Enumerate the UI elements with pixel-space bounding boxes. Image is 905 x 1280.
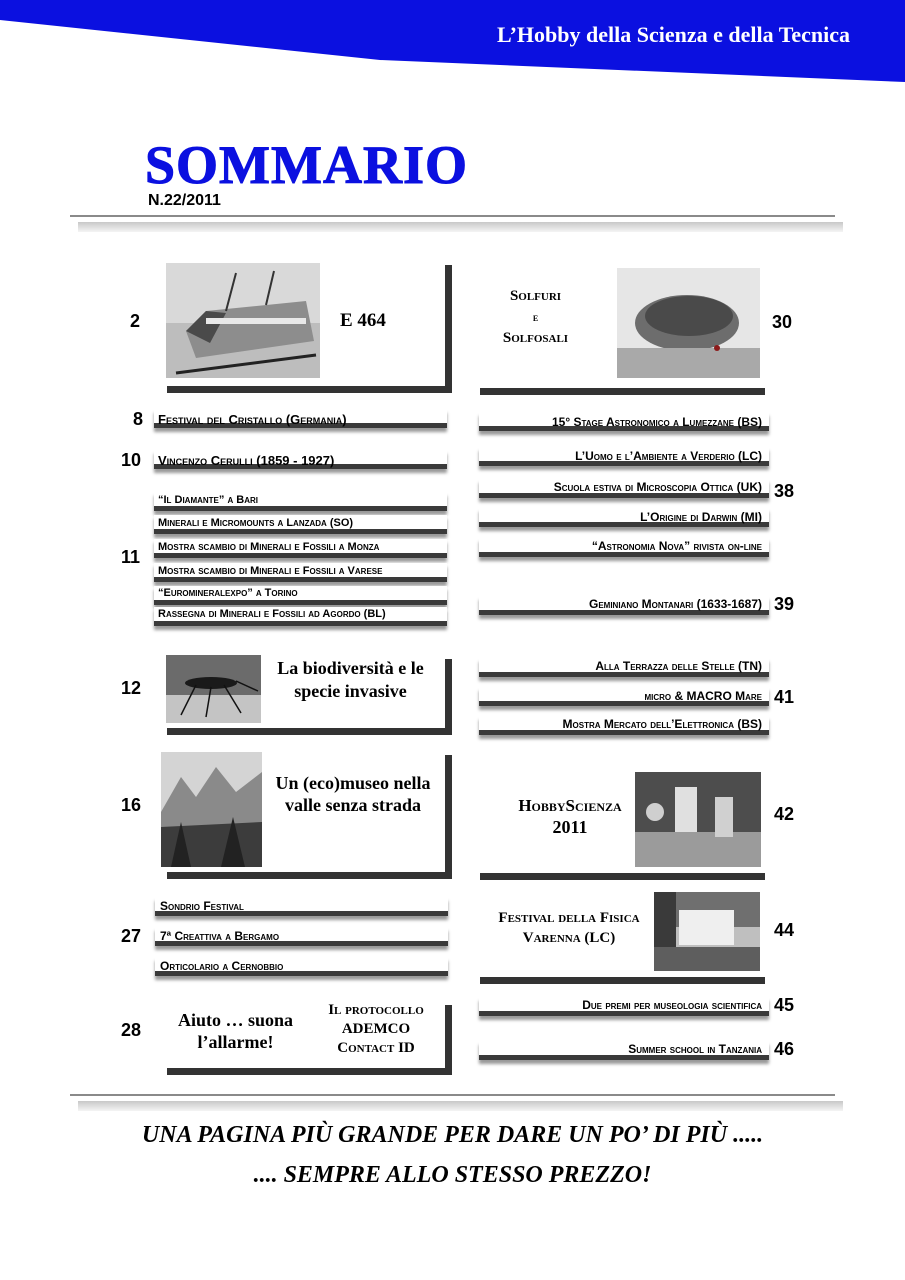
article-title: Solfosali [502,330,569,346]
article-title: HobbyScienza [518,796,622,815]
article-title: L’Origine di Darwin (MI) [640,510,762,524]
article-title: “Euromineralexpo” a Torino [158,587,298,599]
page-number: 16 [121,795,142,815]
page-number: 27 [121,926,142,946]
article-subtitle: Il protocollo [328,1002,424,1018]
page-number: 2 [130,311,141,331]
page-number: 8 [133,409,144,429]
article-title: E 464 [340,310,386,331]
page-number: 28 [121,1020,142,1040]
article-title: Vincenzo Cerulli (1859 - 1927) [158,453,335,468]
article-title: 2011 [552,817,588,837]
article-title: Scuola estiva di Microscopia Ottica (UK) [553,480,762,494]
mineral-image [617,268,760,378]
page-number: 30 [772,312,793,332]
article-subtitle: Contact ID [337,1040,415,1056]
article-title: Mostra scambio di Minerali e Fossili a Varese [158,565,383,577]
article-title: Solfuri [509,288,562,304]
page-title: SOMMARIO [145,135,468,195]
microscope-image [635,772,761,867]
footer-tagline: UNA PAGINA PIÙ GRANDE PER DARE UN PO’ DI PIÙ ..... [141,1122,764,1148]
page-number: 45 [774,995,795,1015]
page-number: 41 [774,687,795,707]
article-title: micro & MACRO Mare [644,689,762,703]
page-number: 42 [774,804,795,824]
article-subtitle: ADEMCO [341,1021,411,1037]
article-title: Summer school in Tanzania [628,1042,762,1056]
article-title: Due premi per museologia scientifica [582,998,762,1012]
page-number: 10 [121,450,142,470]
article-title: Aiuto … suona l’allarme! [177,1010,294,1052]
article-title: Un (eco)museo nella valle senza strada [275,773,431,815]
issue-number: N.22/2011 [148,192,221,209]
article-title: Alla Terrazza delle Stelle (TN) [595,659,762,673]
page-number: 46 [774,1039,795,1059]
article-title: 15° Stage Astronomico a Lumezzane (BS) [552,415,762,429]
magazine-title: L’Hobby della Scienza e della Tecnica [496,22,850,47]
bottom-divider-shadow [78,1101,843,1111]
article-title: Mostra scambio di Minerali e Fossili a Monza [158,541,380,553]
article-title: Orticolario a Cernobbio [160,959,284,973]
mosquito-image [166,655,261,723]
page-number: 38 [774,481,795,501]
article-title: Geminiano Montanari (1633-1687) [588,597,762,611]
article-title: Sondrio Festival [160,899,244,913]
villa-image [654,892,760,971]
article-title: Varenna (LC) [522,930,616,946]
article-title: Rassegna di Minerali e Fossili ad Agordo (BL) [158,608,386,620]
article-title: Mostra Mercato dell’Elettronica (BS) [562,717,762,731]
page-number: 12 [121,678,142,698]
article-title: “Il Diamante” a Bari [158,494,258,506]
page-number: 11 [121,547,141,567]
mountain-valley-image [161,752,262,867]
page-number: 44 [774,920,795,940]
article-title: “Astronomia Nova” rivista on-line [591,539,762,553]
article-title: La biodiversità e le specie invasive [277,658,424,701]
locomotive-image [166,263,320,378]
article-title: 7ª Creattiva a Bergamo [160,929,280,943]
top-divider [70,215,835,217]
article-title: Festival della Fisica [498,910,640,926]
article-title: Minerali e Micromounts a Lanzada (SO) [158,517,354,529]
top-divider-shadow [78,222,843,232]
bottom-divider [70,1094,835,1096]
article-title: e [532,310,539,324]
footer-tagline: .... SEMPRE ALLO STESSO PREZZO! [253,1162,652,1188]
article-title: L’Uomo e l’Ambiente a Verderio (LC) [575,449,762,463]
article-title: Festival del Cristallo (Germania) [158,412,347,427]
page-number: 39 [774,594,795,614]
